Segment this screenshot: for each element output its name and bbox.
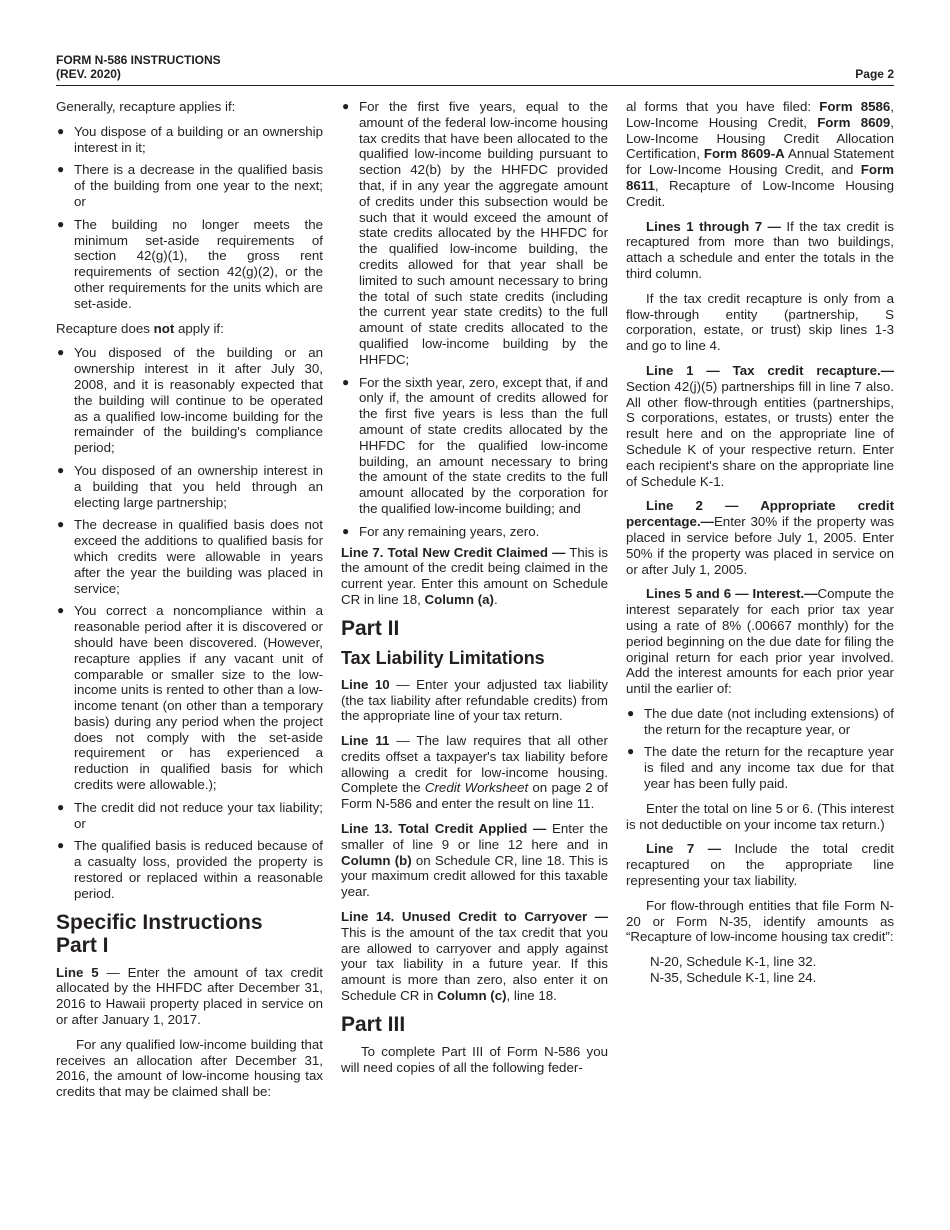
line1-instruction: Line 1 — Tax credit recapture.— Section 42(j)(5) partnerships fill in line 7 also. All other flow-through entities (partnerships, S corporations, estates, or trusts) enter the result here and on the appropriate line of Schedule K of your respective return. Enter each recipient's share on the appropriate line of Schedule K-1. xyxy=(626,362,894,489)
bullet-icon: ● xyxy=(57,838,65,853)
interest-total-para: Enter the total on line 5 or 6. (This interest is not deductible on your income tax return.) xyxy=(626,800,894,832)
form-title xyxy=(56,53,221,81)
recapture-intro: Generally, recapture applies if: xyxy=(56,99,236,114)
bullet-icon: ● xyxy=(627,744,635,759)
list-item: ● You dispose of a building or an ownership interest in it; xyxy=(57,123,323,155)
bullet-icon: ● xyxy=(57,603,65,618)
bullet-icon: ● xyxy=(57,462,65,477)
recapture-applies-list xyxy=(56,124,323,312)
line11-instruction: Line 11 — The law requires that all other credits offset a taxpayer's tax liability before allowing a credit for low-income housing. Complete the Credit Worksheet on page 2 of Form N-586 and enter the result on line 11. xyxy=(341,733,608,812)
line2-instruction: Line 2 — Appropriate credit percentage.—Enter 30% if the property was placed in service before July 1, 2005. Enter 50% if the property was placed in service on or after July 1, 2005. xyxy=(626,498,894,577)
list-item: ● The credit did not reduce your tax liability; or xyxy=(57,799,323,831)
line10-instruction: Line 10 — Enter your adjusted tax liability (the tax liability after refundable credits) from the appropriate line of your tax return. xyxy=(341,676,608,724)
part2-heading: Part II xyxy=(341,616,400,640)
list-item: ● The building no longer meets the minimum set-aside requirements of section 42(g)(1), the gross rent requirements of section 42(g)(2), or the other requirements for the units which are set-aside. xyxy=(57,216,323,311)
list-item: ● For the sixth year, zero, except that, if and only if, the amount of credits allowed for the first five years is less than the full amount of state credits allocated by the HHFDC for the qualified low-income building, an amount necessary to bring the amount of the state credits to the full amount allocated by the corporation for the qualified low-income building; and xyxy=(342,374,608,516)
flow-through-forms-para: For flow-through entities that file Form N-20 or Form N-35, identify amounts as “Recapture of low-income housing tax credit”: xyxy=(626,897,894,945)
column-2 xyxy=(341,99,608,1084)
list-item: ● The decrease in qualified basis does not exceed the additions to qualified basis for which credits were allowable in years after the year the building was placed in service; xyxy=(57,517,323,596)
list-item: ● The qualified basis is reduced because of a casualty loss, provided the property is restored or replaced within a reasonable period. xyxy=(57,838,323,901)
column-3 xyxy=(626,99,894,986)
list-item: ● There is a decrease in the qualified basis of the building from one year to the next; or xyxy=(57,162,323,209)
line5-instruction: Line 5 — Enter the amount of tax credit allocated by the HHFDC after December 31, 2016 to Hawaii property placed in service on or after January 1, 2017. xyxy=(56,964,323,1028)
list-item: ● The due date (not including extensions) of the return for the recapture year, or xyxy=(627,705,894,737)
part3-heading: Part III xyxy=(341,1012,406,1036)
bullet-icon: ● xyxy=(342,523,350,538)
bullet-icon: ● xyxy=(57,162,65,177)
form-title-line2: (REV. 2020) xyxy=(56,67,121,81)
lines1-7-instruction: Lines 1 through 7 — If the tax credit is recaptured from more than two buildings, attach a schedule and enter the totals in the third column. xyxy=(626,218,895,281)
federal-forms-para: al forms that you have filed: Form 8586, Low-Income Housing Credit, Form 8609, Low-Income Housing Credit Allocation Certification, Form 8609-A Annual Statement for Low-Income Housing Credit, and Form 8611, Recapture of Low-Income Housing Credit. xyxy=(626,99,894,209)
bullet-icon: ● xyxy=(57,799,65,814)
specific-instructions-heading: Specific Instructions Part I xyxy=(56,910,263,957)
bullet-icon: ● xyxy=(627,705,635,720)
schedule-ref-n20: N-20, Schedule K-1, line 32. xyxy=(650,954,817,970)
line14-instruction: Line 14. Unused Credit to Carryover — This is the amount of the tax credit that you are allowed to carryover and apply against your tax liability in a future year. If this amount is more than zero, also enter it on Schedule CR in Column (c), line 18. xyxy=(341,909,608,1004)
list-item: ● You disposed of the building or an ownership interest in it after July 30, 2008, and it is reasonably expected that the building will continue to be operated as a qualified low-income building for the remainder of the building's compliance period; xyxy=(57,345,323,456)
bullet-icon: ● xyxy=(57,517,65,532)
lines5-6-instruction: Lines 5 and 6 — Interest.—Compute the interest separately for each prior tax year using a rate of 8% (.00667 monthly) for the period beginning on the due date for filing the original return for each prior year involved. Add the interest amounts for each prior year until the earlier of: xyxy=(626,586,894,697)
bullet-icon: ● xyxy=(342,99,350,113)
page-number: Page 2 xyxy=(855,67,894,81)
flow-through-para: If the tax credit recapture is only from a flow-through entity (partnership, S corporation, estate, or trust) skip lines 1-3 and go to line 4. xyxy=(626,290,894,354)
bullet-icon: ● xyxy=(57,216,65,231)
line7-recapture-instruction: Line 7 — Include the total credit recaptured on the appropriate line representing your tax liability. xyxy=(626,841,894,889)
schedule-ref-n35: N-35, Schedule K-1, line 24. xyxy=(650,970,817,986)
list-item: ● For any remaining years, zero. xyxy=(342,523,540,539)
list-item: ● For the first five years, equal to the amount of the federal low-income housing tax credits that have been allocated to the qualified low-income building pursuant to section 42(b) by the HHFDC provided that, if in any year the aggregate amount of credits under this subsection would be such that it would exceed the amount of state credits allocated by the HHFDC for the qualified low-income building, the credits allowed for that year shall be limited to such amount necessary to bring the total of such state credits (including the current year state credits) to the full amount of state credits allocated to the qualified low-income building by the HHFDC; xyxy=(342,99,608,367)
page-header xyxy=(56,53,894,86)
credit-years-list xyxy=(341,99,608,540)
line7-instruction: Line 7. Total New Credit Claimed — This is the amount of the credit being claimed in the current year. Enter this amount on Schedule CR in line 18, Column (a). xyxy=(341,544,608,607)
interest-period-list xyxy=(626,706,894,792)
list-item: ● The date the return for the recapture year is filed and any income tax due for that year has been fully paid. xyxy=(627,744,894,792)
tax-liability-heading: Tax Liability Limitations xyxy=(341,647,545,668)
part3-intro: To complete Part III of Form N-586 you will need copies of all the following feder- xyxy=(341,1043,608,1075)
column-1 xyxy=(56,99,323,1109)
bullet-icon: ● xyxy=(342,374,350,389)
bullet-icon: ● xyxy=(57,345,65,360)
list-item: ● You disposed of an ownership interest in a building that you held through an electing large partnership; xyxy=(57,462,323,510)
form-title-line1: FORM N-586 INSTRUCTIONS xyxy=(56,53,221,67)
line13-instruction: Line 13. Total Credit Applied — Enter the smaller of line 9 or line 12 here and in Column (b) on Schedule CR, line 18. This is your maximum credit allowed for this taxable year. xyxy=(341,821,609,900)
bullet-icon: ● xyxy=(57,123,65,138)
list-item: ● You correct a noncompliance within a reasonable period after it is discovered or should have been discovered. (However, recapture applies if any vacant unit of comparable or smaller size to the low-income units is rented to other than a low-income tenant (on other than a temporary basis) during any period when the project does not comply with the set-aside requirement or has experienced a reduction in qualified basis for which credits were allowable.); xyxy=(57,603,323,793)
qualified-building-para: For any qualified low-income building that receives an allocation after December 31, 2016, the amount of low-income housing tax credits that may be claimed shall be: xyxy=(56,1036,323,1100)
recapture-not-intro: Recapture does not apply if: xyxy=(56,320,224,336)
recapture-not-list xyxy=(56,345,323,901)
